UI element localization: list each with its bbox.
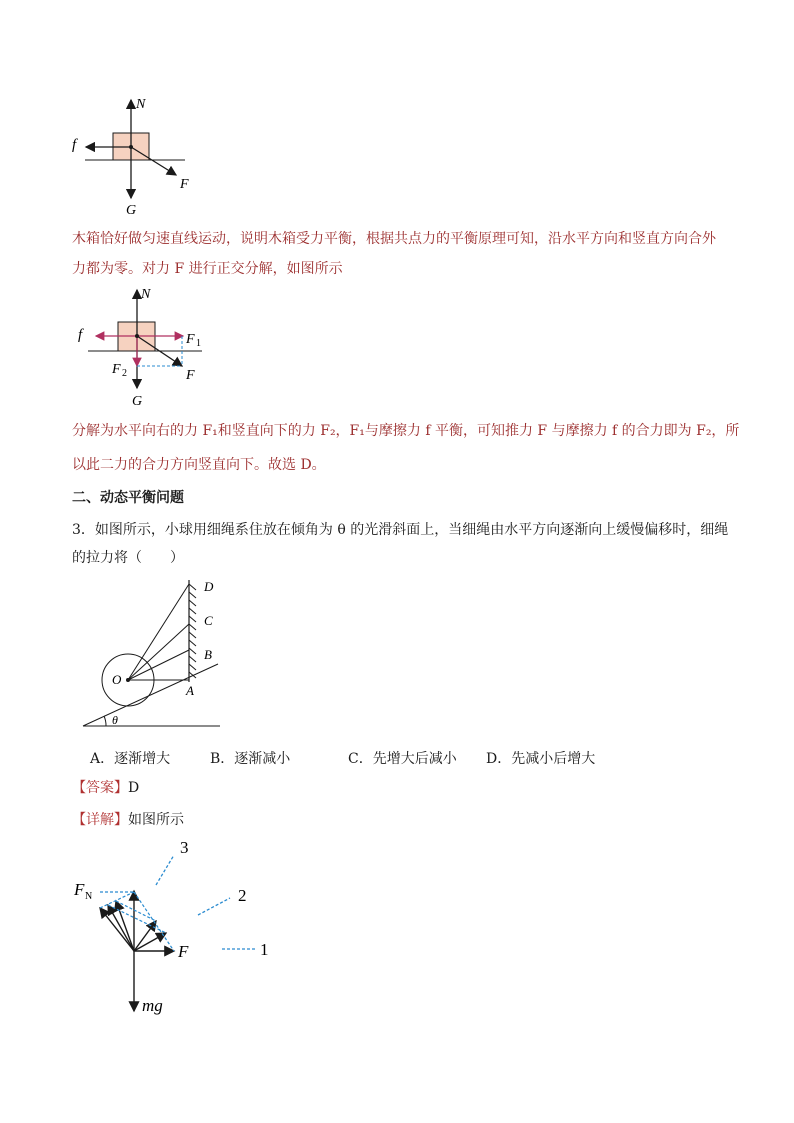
label-G: G — [126, 203, 137, 218]
label-F: F — [178, 942, 189, 961]
dynamic-force-diagram — [70, 835, 290, 1020]
label-f: f — [72, 137, 77, 153]
label-F1: F — [186, 332, 195, 347]
detail-tag: 【详解】 — [72, 812, 128, 828]
question-line-2: 的拉力将（ ） — [72, 550, 184, 566]
label-F2-sub: 2 — [122, 368, 127, 379]
option-B: B．逐渐减小 — [210, 751, 291, 767]
push-force-arrow — [131, 147, 176, 175]
dash-2 — [198, 898, 230, 915]
label-F2: F — [112, 362, 121, 377]
label-N: N — [136, 97, 146, 112]
force-diagram-2 — [70, 284, 220, 414]
label-N: N — [141, 287, 151, 302]
label-O: O — [112, 672, 122, 687]
label-2: 2 — [238, 886, 247, 905]
F-arrow-3 — [134, 921, 156, 951]
F-arrow-2 — [134, 933, 166, 951]
label-B: B — [204, 647, 212, 662]
label-C: C — [204, 613, 213, 628]
detail-row — [72, 808, 184, 832]
label-F1-sub: 1 — [196, 338, 201, 349]
analysis-line-1: 木箱恰好做匀速直线运动，说明木箱受力平衡，根据共点力的平衡原理可知，沿水平方向和竖直方向合外 — [72, 231, 716, 247]
force-diagram-1 — [60, 90, 210, 220]
label-FN: F — [74, 880, 85, 899]
dash-3 — [156, 855, 174, 885]
answer-row — [72, 776, 139, 800]
section-title: 二、动态平衡问题 — [72, 490, 184, 506]
label-mg: mg — [142, 996, 163, 1015]
theta-arc — [104, 716, 106, 726]
label-3: 3 — [180, 838, 189, 857]
label-D: D — [204, 579, 214, 594]
incline-ball-diagram — [78, 572, 228, 732]
label-F: F — [180, 177, 189, 192]
option-A: A．逐渐增大 — [90, 751, 171, 767]
label-theta: θ — [112, 713, 118, 727]
option-D: D．先减小后增大 — [486, 751, 596, 767]
question-line-1: 3．如图所示，小球用细绳系住放在倾角为 θ 的光滑斜面上，当细绳由水平方向逐渐向上缓慢偏移时，细绳 — [72, 522, 729, 538]
label-F: F — [186, 368, 195, 383]
label-FN-sub: N — [85, 891, 93, 902]
answer-tag: 【答案】 — [72, 780, 128, 796]
analysis-line-4: 以此二力的合力方向竖直向下。故选 D。 — [72, 457, 326, 473]
label-A: A — [186, 683, 194, 698]
label-1: 1 — [260, 940, 269, 959]
answer-value: D — [128, 780, 140, 796]
label-G: G — [132, 394, 143, 409]
wall-hatching — [189, 584, 196, 678]
analysis-line-2: 力都为零。对力 F 进行正交分解，如图所示 — [72, 261, 343, 277]
analysis-line-3: 分解为水平向右的力 F₁和竖直向下的力 F₂，F₁与摩擦力 f 平衡，可知推力 F 与摩擦力 f 的合力即为 F₂，所 — [72, 423, 740, 439]
option-C: C．先增大后减小 — [348, 751, 457, 767]
FN-arrow-2 — [108, 905, 134, 951]
detail-text: 如图所示 — [128, 812, 184, 828]
label-f: f — [78, 327, 83, 343]
